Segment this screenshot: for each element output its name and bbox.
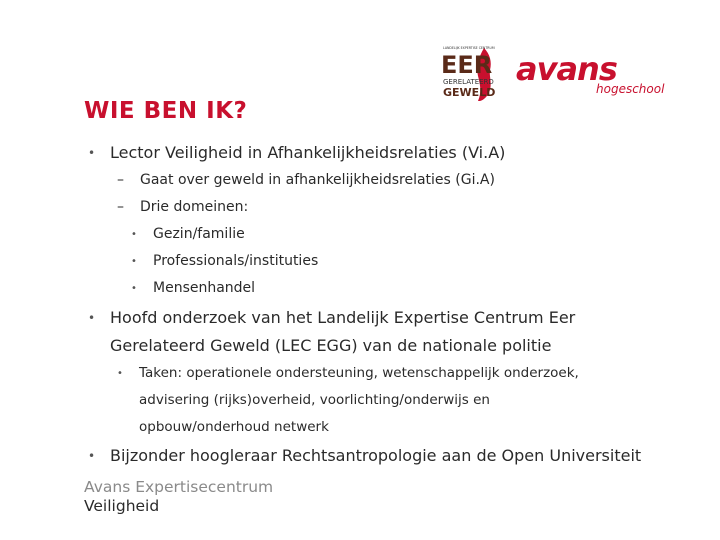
eer-logo-small-text: LANDELIJK EXPERTISE CENTRUM xyxy=(443,46,495,50)
sub-bullet-text: Taken: operationele ondersteuning, wetenschappelijk onderzoek, xyxy=(139,365,579,381)
dash-marker: – xyxy=(117,172,124,188)
eer-logo-big-text: EER xyxy=(441,51,493,79)
dash-marker: – xyxy=(117,199,124,215)
sub-sub-bullet-text: Professionals/instituties xyxy=(153,253,319,269)
sub-bullet-text-continued: opbouw/onderhoud netwerk xyxy=(139,419,329,435)
sub-sub-bullet-text: Mensenhandel xyxy=(153,280,256,296)
avans-logo-brand: avans xyxy=(516,50,617,88)
eer-logo-sub-text-2: GEWELD xyxy=(443,86,496,99)
bullet-marker: • xyxy=(88,146,96,160)
sub-bullet-text: Drie domeinen: xyxy=(140,199,249,215)
footer-line-2: Veiligheid xyxy=(84,497,160,515)
sub-bullet-text: Gaat over geweld in afhankelijkheidsrelaties (Gi.A) xyxy=(140,172,495,188)
bullet-marker: • xyxy=(131,283,137,294)
bullet-text: Hoofd onderzoek van het Landelijk Expertise Centrum Eer xyxy=(110,308,576,327)
slide-title: WIE BEN IK? xyxy=(84,98,248,124)
bullet-text: Bijzonder hoogleraar Rechtsantropologie aan de Open Universiteit xyxy=(110,446,642,465)
bullet-marker: • xyxy=(131,229,137,240)
bullet-marker: • xyxy=(88,449,96,463)
sub-bullet-text-continued: advisering (rijks)overheid, voorlichting/onderwijs en xyxy=(139,392,490,408)
bullet-marker: • xyxy=(88,311,96,325)
bullet-text: Lector Veiligheid in Afhankelijkheidsrelaties (Vi.A) xyxy=(110,143,506,162)
avans-logo-sub: hogeschool xyxy=(596,82,665,96)
footer xyxy=(84,478,273,516)
bullet-text-continued: Gerelateerd Geweld (LEC EGG) van de nationale politie xyxy=(110,336,552,355)
bullet-marker: • xyxy=(131,256,137,267)
footer-line-1: Avans Expertisecentrum xyxy=(84,478,274,496)
sub-sub-bullet-text: Gezin/familie xyxy=(153,226,245,242)
eer-geweld-logo xyxy=(440,40,504,102)
bullet-marker: • xyxy=(117,368,123,379)
eer-logo-sub-text-1: GERELATEERD xyxy=(443,78,494,86)
avans-hogeschool-logo xyxy=(516,50,666,98)
